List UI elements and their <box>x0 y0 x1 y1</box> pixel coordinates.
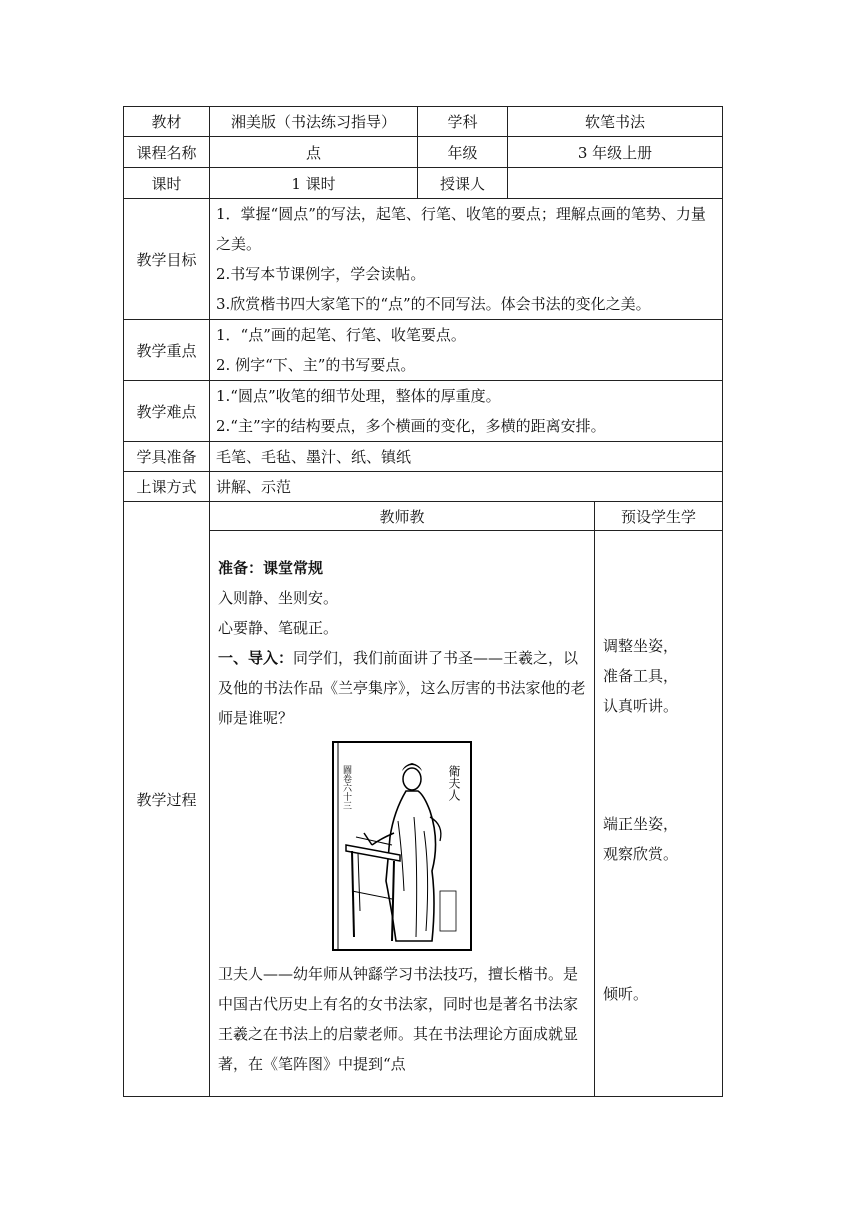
key-point-item: 2. 例字“下、主”的书写要点。 <box>216 356 416 374</box>
student-line: 倾听。 <box>603 984 649 1003</box>
row-period <box>124 168 723 199</box>
goal-item: 2.书写本节课例字，学会读帖。 <box>216 265 426 283</box>
goal-item: 1．掌握“圆点”的写法，起笔、行笔、收笔的要点；理解点画的笔势、力量之美。 <box>216 205 706 253</box>
textbook-value: 湘美版（书法练习指导） <box>210 107 418 137</box>
goal-item: 3.欣赏楷书四大家笔下的“点”的不同写法。体会书法的变化之美。 <box>216 295 651 313</box>
key-point-item: 1．“点”画的起笔、行笔、收笔要点。 <box>216 326 466 344</box>
row-method <box>124 472 723 502</box>
row-process-body <box>124 531 723 1097</box>
student-line: 观察欣赏。 <box>603 844 679 863</box>
key-points-label: 教学重点 <box>124 320 210 381</box>
textbook-label: 教材 <box>124 107 210 137</box>
figure-side-text: 圖卷六十三 <box>341 764 351 810</box>
intro-text: 同学们，我们前面讲了书圣——王羲之，以及他的书法作品《兰亭集序》，这么厉害的书法家他的老师是谁呢？ <box>218 648 586 727</box>
method-label: 上课方式 <box>124 472 210 502</box>
row-key-points <box>124 320 723 381</box>
grade-value: 3 年级上册 <box>508 137 723 168</box>
intro-paragraph <box>218 643 586 733</box>
grade-label: 年级 <box>418 137 508 168</box>
goals-label: 教学目标 <box>124 199 210 320</box>
difficulties-label: 教学难点 <box>124 381 210 442</box>
period-label: 课时 <box>124 168 210 199</box>
intro-title: 一、导入： <box>218 648 294 667</box>
teacher-content <box>210 531 595 1097</box>
row-tools <box>124 442 723 472</box>
method-value: 讲解、示范 <box>210 472 723 502</box>
difficulties-content <box>210 381 723 442</box>
student-content <box>595 531 723 1097</box>
student-line: 准备工具， <box>603 666 679 685</box>
row-difficulties <box>124 381 723 442</box>
tools-value: 毛笔、毛毡、墨汁、纸、镇纸 <box>210 442 723 472</box>
wei-furen-portrait-illustration-icon <box>332 741 472 951</box>
prep-line: 心要静、笔砚正。 <box>218 618 339 637</box>
row-textbook <box>124 107 723 137</box>
prep-line: 入则静、坐则安。 <box>218 588 339 607</box>
key-points-content <box>210 320 723 381</box>
prep-title: 准备：课堂常规 <box>218 558 324 577</box>
wei-furen-description: 卫夫人——幼年师从钟繇学习书法技巧，擅长楷书。是中国古代历史上有名的女书法家，同时也是著名书法家王羲之在书法上的启蒙老师。其在书法理论方面成就显著，在《笔阵图》中提到“点 <box>218 964 579 1073</box>
course-label: 课程名称 <box>124 137 210 168</box>
subject-value: 软笔书法 <box>508 107 723 137</box>
tools-label: 学具准备 <box>124 442 210 472</box>
teacher-label: 授课人 <box>418 168 508 199</box>
row-process-header <box>124 502 723 531</box>
student-line: 认真听讲。 <box>603 696 679 715</box>
goals-content <box>210 199 723 320</box>
figure-caption: 衛夫人 <box>447 764 461 801</box>
lesson-plan-table <box>123 106 723 1097</box>
subject-label: 学科 <box>418 107 508 137</box>
course-value: 点 <box>210 137 418 168</box>
student-line: 调整坐姿， <box>603 636 679 655</box>
student-line: 端正坐姿， <box>603 814 679 833</box>
process-label: 教学过程 <box>124 502 210 1097</box>
difficulty-item: 2.“主”字的结构要点，多个横画的变化，多横的距离安排。 <box>216 417 606 435</box>
teacher-column-header: 教师教 <box>210 502 595 531</box>
period-value: 1 课时 <box>210 168 418 199</box>
teacher-value <box>508 168 723 199</box>
student-column-header: 预设学生学 <box>595 502 723 531</box>
row-goals <box>124 199 723 320</box>
row-course <box>124 137 723 168</box>
difficulty-item: 1.“圆点”收笔的细节处理，整体的厚重度。 <box>216 387 501 405</box>
